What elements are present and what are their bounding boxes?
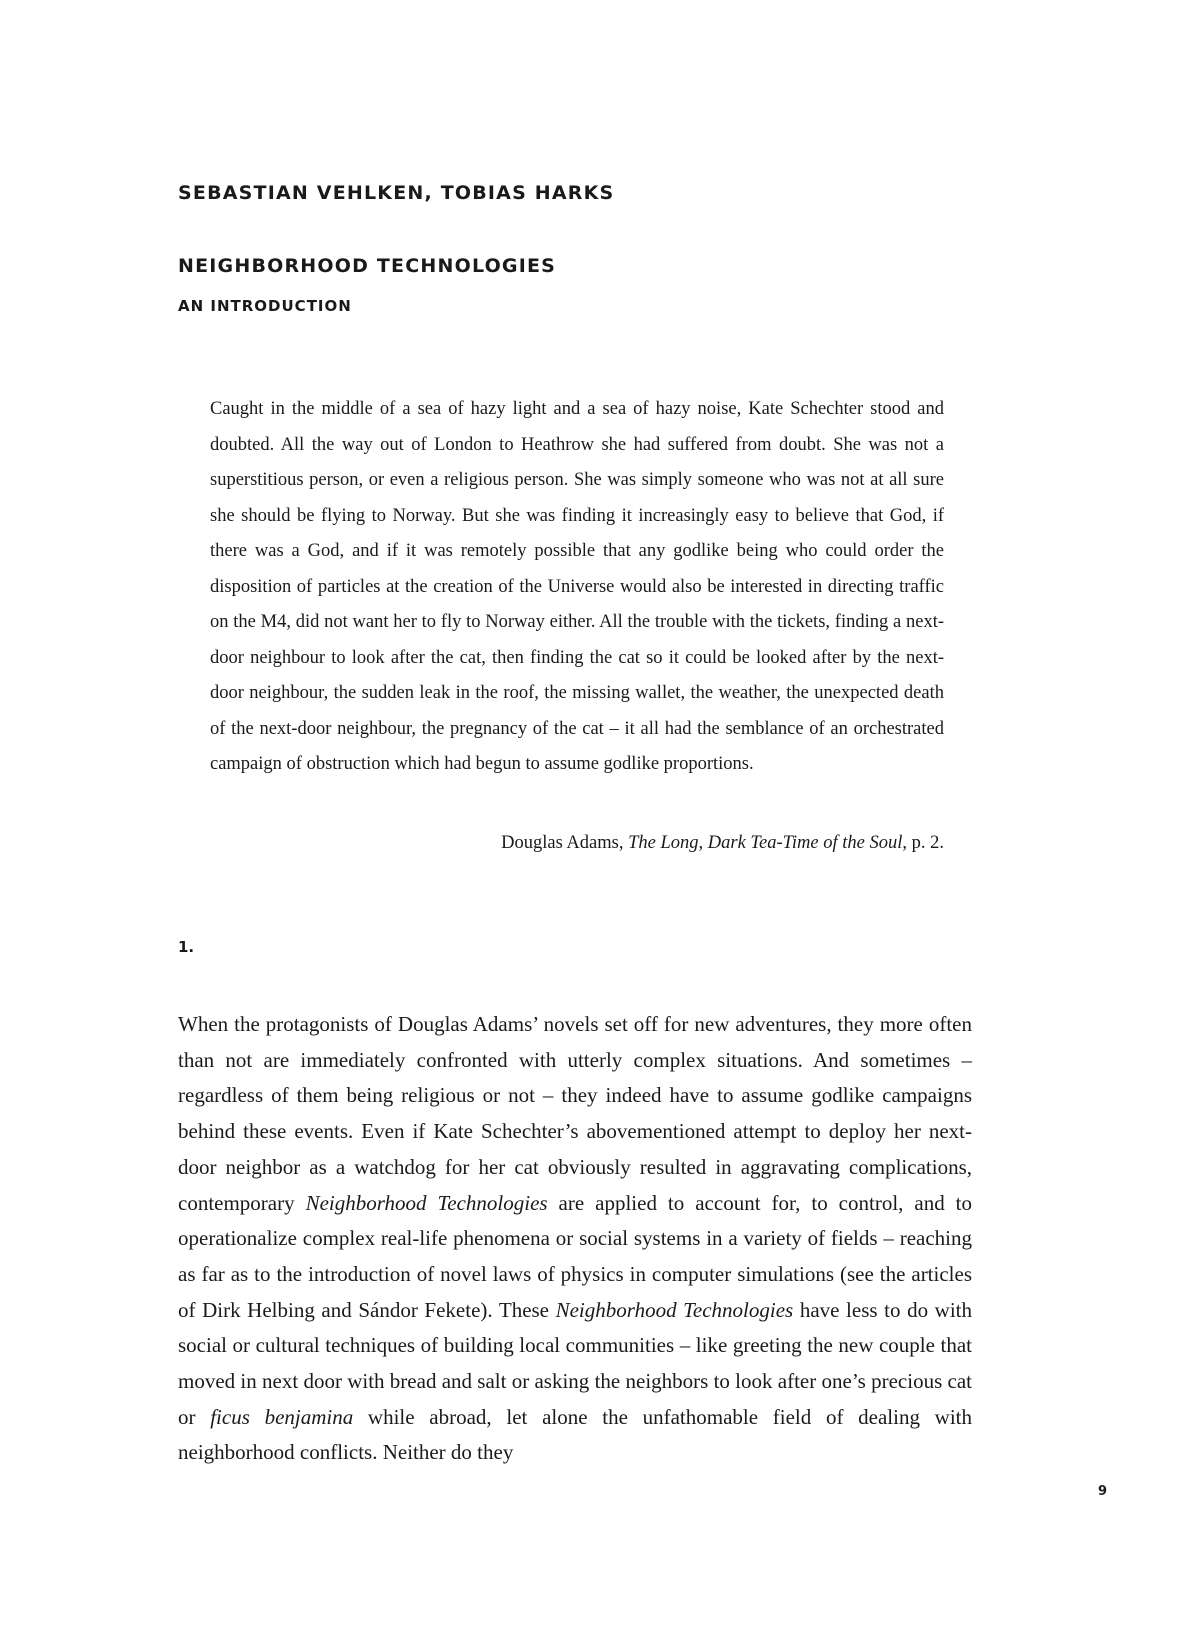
epigraph-source-author: Douglas Adams, <box>501 833 629 853</box>
section-number: 1. <box>178 938 195 956</box>
body-text-part-3: have less to do with social or cultural techniques of building local communities – like greeting the new couple that moved in next door with bread and salt or asking the neighbors to look after one’s precious cat or <box>178 1297 973 1429</box>
body-italic-neighborhood-technologies-2: Neighborhood Technologies <box>555 1297 794 1322</box>
body-italic-neighborhood-technologies-1: Neighborhood Technologies <box>305 1190 548 1215</box>
body-italic-ficus-benjamina: ficus benjamina <box>210 1404 354 1429</box>
epigraph-source-book: The Long, Dark Tea-Time of the Soul <box>628 833 903 853</box>
epigraph-source-page: , p. 2. <box>902 833 944 853</box>
page-number: 9 <box>1098 1484 1108 1499</box>
epigraph-source <box>210 826 944 862</box>
epigraph-quote: Caught in the middle of a sea of hazy light and a sea of hazy noise, Kate Schechter stood and doubted. All the way out of London to Heathrow she had suffered from doubt. She was not a superstitious person, or even a religious person. She was simply someone who was not at all sure she should be flying to Norway. But she was finding it increasingly easy to believe that God, if there was a God, and if it was remotely possible that any godlike being who could order the disposition of particles at the creation of the Universe would also be interested in directing traffic on the M4, did not want her to fly to Norway either. All the trouble with the tickets, finding a next-door neighbour to look after the cat, then finding the cat so it could be looked after by the next-door neighbour, the sudden leak in the roof, the missing wallet, the weather, the unexpected death of the next-door neighbour, the pregnancy of the cat – it all had the semblance of an orchestrated campaign of obstruction which had begun to assume godlike proportions. <box>210 399 944 774</box>
body-paragraph <box>178 1007 972 1471</box>
body-text-part-4: while abroad, let alone the unfathomable field of dealing with neighborhood conflicts. Neither do they <box>178 1404 972 1465</box>
chapter-title: NEIGHBORHOOD TECHNOLOGIES <box>178 255 557 277</box>
body-text-part-2: are applied to account for, to control, and to operationalize complex real-life phenomena or social systems in a variety of fields – reaching as far as to the introduction of novel laws of physics in computer simulations (see the articles of Dirk Helbing and Sándor Fekete). These <box>178 1190 972 1322</box>
body-text-part-1: When the protagonists of Douglas Adams’ novels set off for new adventures, they more often than not are immediately confronted with utterly complex situations. And sometimes – regardless of them being religious or not – they indeed have to assume godlike campaigns behind these events. Even if Kate Schechter’s abovementioned attempt to deploy her next-door neighbor as a watchdog for her cat obviously resulted in aggravating complications, contemporary <box>178 1012 972 1215</box>
authors-heading: SEBASTIAN VEHLKEN, TOBIAS HARKS <box>178 182 615 204</box>
chapter-subtitle: AN INTRODUCTION <box>178 297 352 315</box>
